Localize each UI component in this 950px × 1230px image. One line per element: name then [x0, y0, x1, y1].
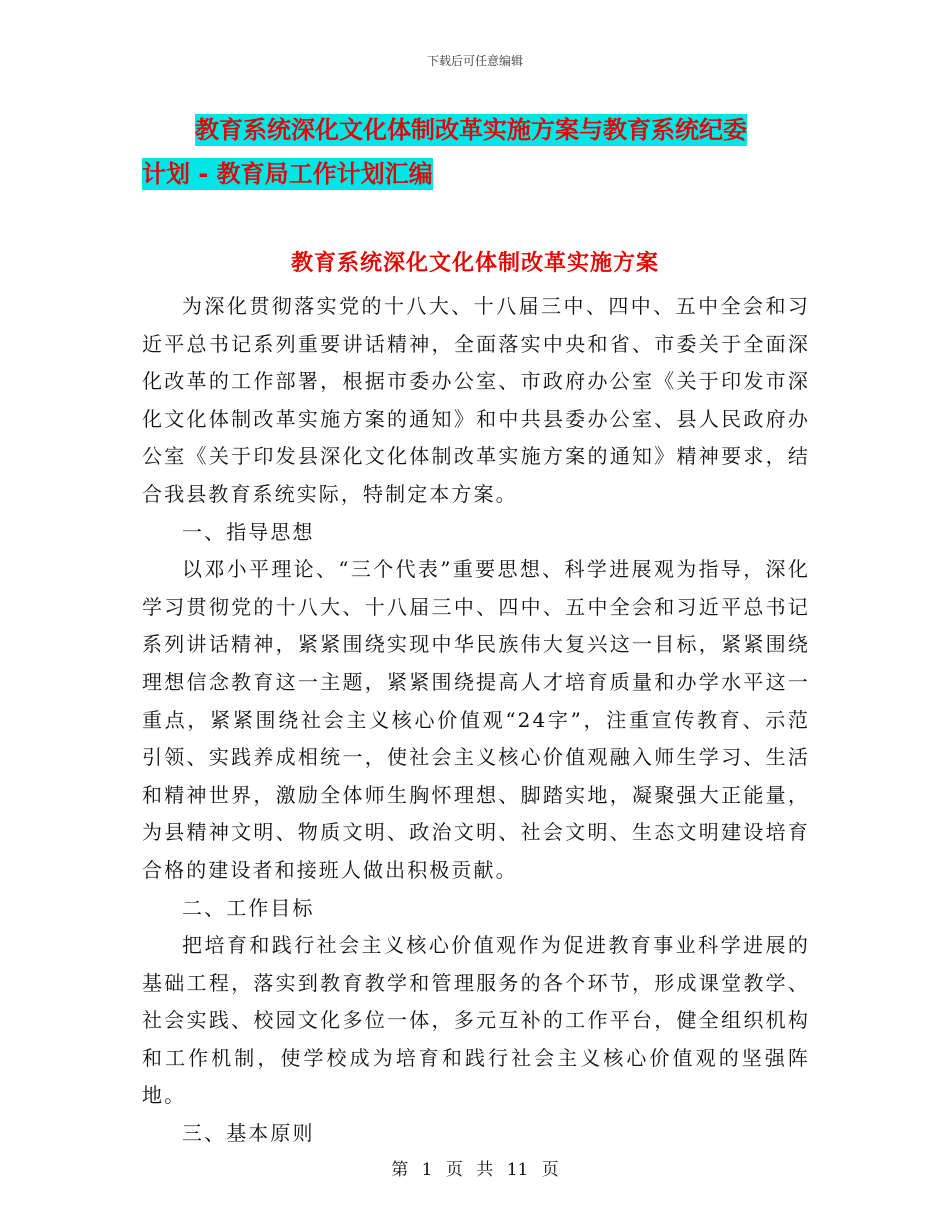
- heading-guiding-ideology: 一、指导思想: [182, 519, 315, 544]
- paragraph-work-goals: 把培育和践行社会主义核心价值观作为促进教育事业科学进展的基础工程，落实到教育教学和管理服务的各个环节，形成课堂教学、社会实践、校园文化多位一体，多元互补的工作平台，健全组织机构和工作机制，使学校成为培育和践行社会主义核心价值观的坚强阵地。: [142, 933, 810, 1108]
- document-title: [142, 108, 815, 196]
- section-title: 教育系统深化文化体制改革实施方案: [290, 251, 659, 276]
- document-body: [142, 288, 810, 1153]
- page-number-footer: 第 1 页 共 11 页: [391, 1160, 559, 1180]
- heading-basic-principles: 三、基本原则: [182, 1121, 315, 1146]
- heading-work-goals: 二、工作目标: [182, 895, 315, 920]
- document-title-line-2: 计划 - 教育局工作计划汇编: [142, 160, 433, 188]
- paragraph-intro: 为深化贯彻落实党的十八大、十八届三中、四中、五中全会和习近平总书记系列重要讲话精神，全面落实中央和省、市委关于全面深化改革的工作部署，根据市委办公室、市政府办公室《关于印发市深化文化体制改革实施方案的通知》和中共县委办公室、县人民政府办公室《关于印发县深化文化体制改革实施方案的通知》精神要求，结合我县教育系统实际，特制定本方案。: [142, 294, 810, 506]
- document-title-line-1: 教育系统深化文化体制改革实施方案与教育系统纪委: [195, 116, 747, 144]
- page-header-note: 下载后可任意编辑: [426, 54, 523, 68]
- paragraph-guiding-ideology: 以邓小平理论、“三个代表”重要思想、科学进展观为指导，深化学习贯彻党的十八大、十八届三中、四中、五中全会和习近平总书记系列讲话精神，紧紧围绕实现中华民族伟大复兴这一目标，紧紧围绕理想信念教育这一主题，紧紧围绕提高人才培育质量和办学水平这一重点，紧紧围绕社会主义核心价值观“24字”，注重宣传教育、示范引领、实践养成相统一，使社会主义核心价值观融入师生学习、生活和精神世界，激励全体师生胸怀理想、脚踏实地，凝聚强大正能量，为县精神文明、物质文明、政治文明、社会文明、生态文明建设培育合格的建设者和接班人做出积极贡献。: [142, 557, 810, 882]
